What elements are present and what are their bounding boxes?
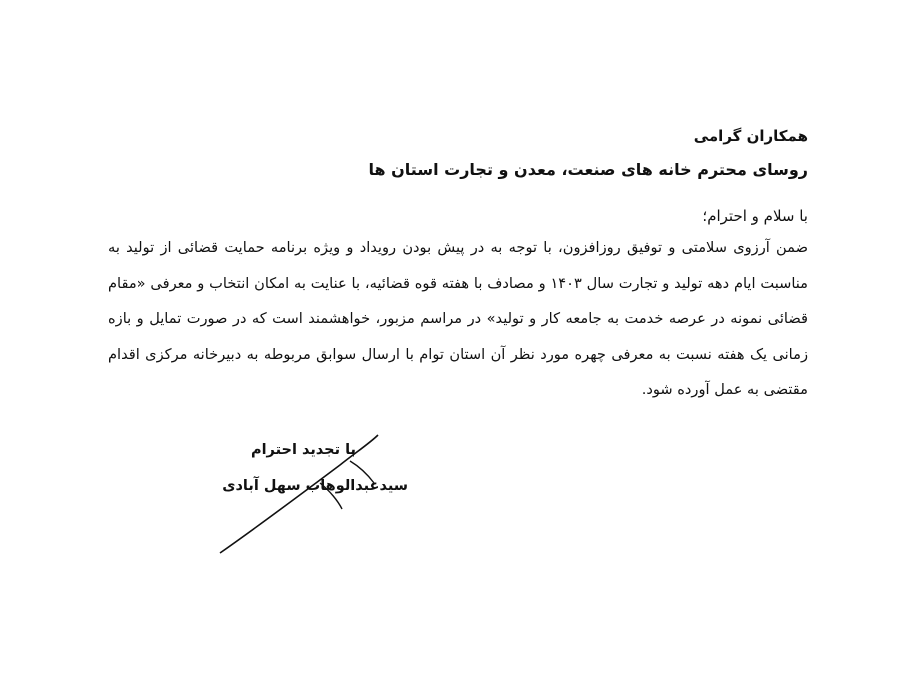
signatory-name: سیدعبدالوهاب سهل آبادی <box>222 478 408 494</box>
letter-body: ضمن آرزوی سلامتی و توفیق روزافزون، با توجه به در پیش بودن رویداد و ویژه برنامه حمایت قضائی از تولید به مناسبت ایام دهه تولید و تجارت سال ۱۴۰۳ و مصادف با هفته قوه قضائیه، با عنایت به امکان انتخاب و معرفی «مقام قضائی نمونه در عرصه خدمت به جامعه کار و تولید» در مراسم مزبور، خواهشمند است که در صورت تمایل و بازه زمانی یک هفته نسبت به معرفی چهره مورد نظر آن استان توام با ارسال سوابق مربوطه به دبیرخانه مرکزی اقدام مقتضی به عمل آورده شود. <box>108 239 808 398</box>
salutation: همکاران گرامی <box>693 127 808 145</box>
signature-mark <box>200 425 400 565</box>
addressee: روسای محترم خانه های صنعت، معدن و تجارت استان ها <box>368 160 808 179</box>
closing: با تجدید احترام <box>250 442 356 458</box>
greeting: با سلام و احترام؛ <box>702 207 808 225</box>
